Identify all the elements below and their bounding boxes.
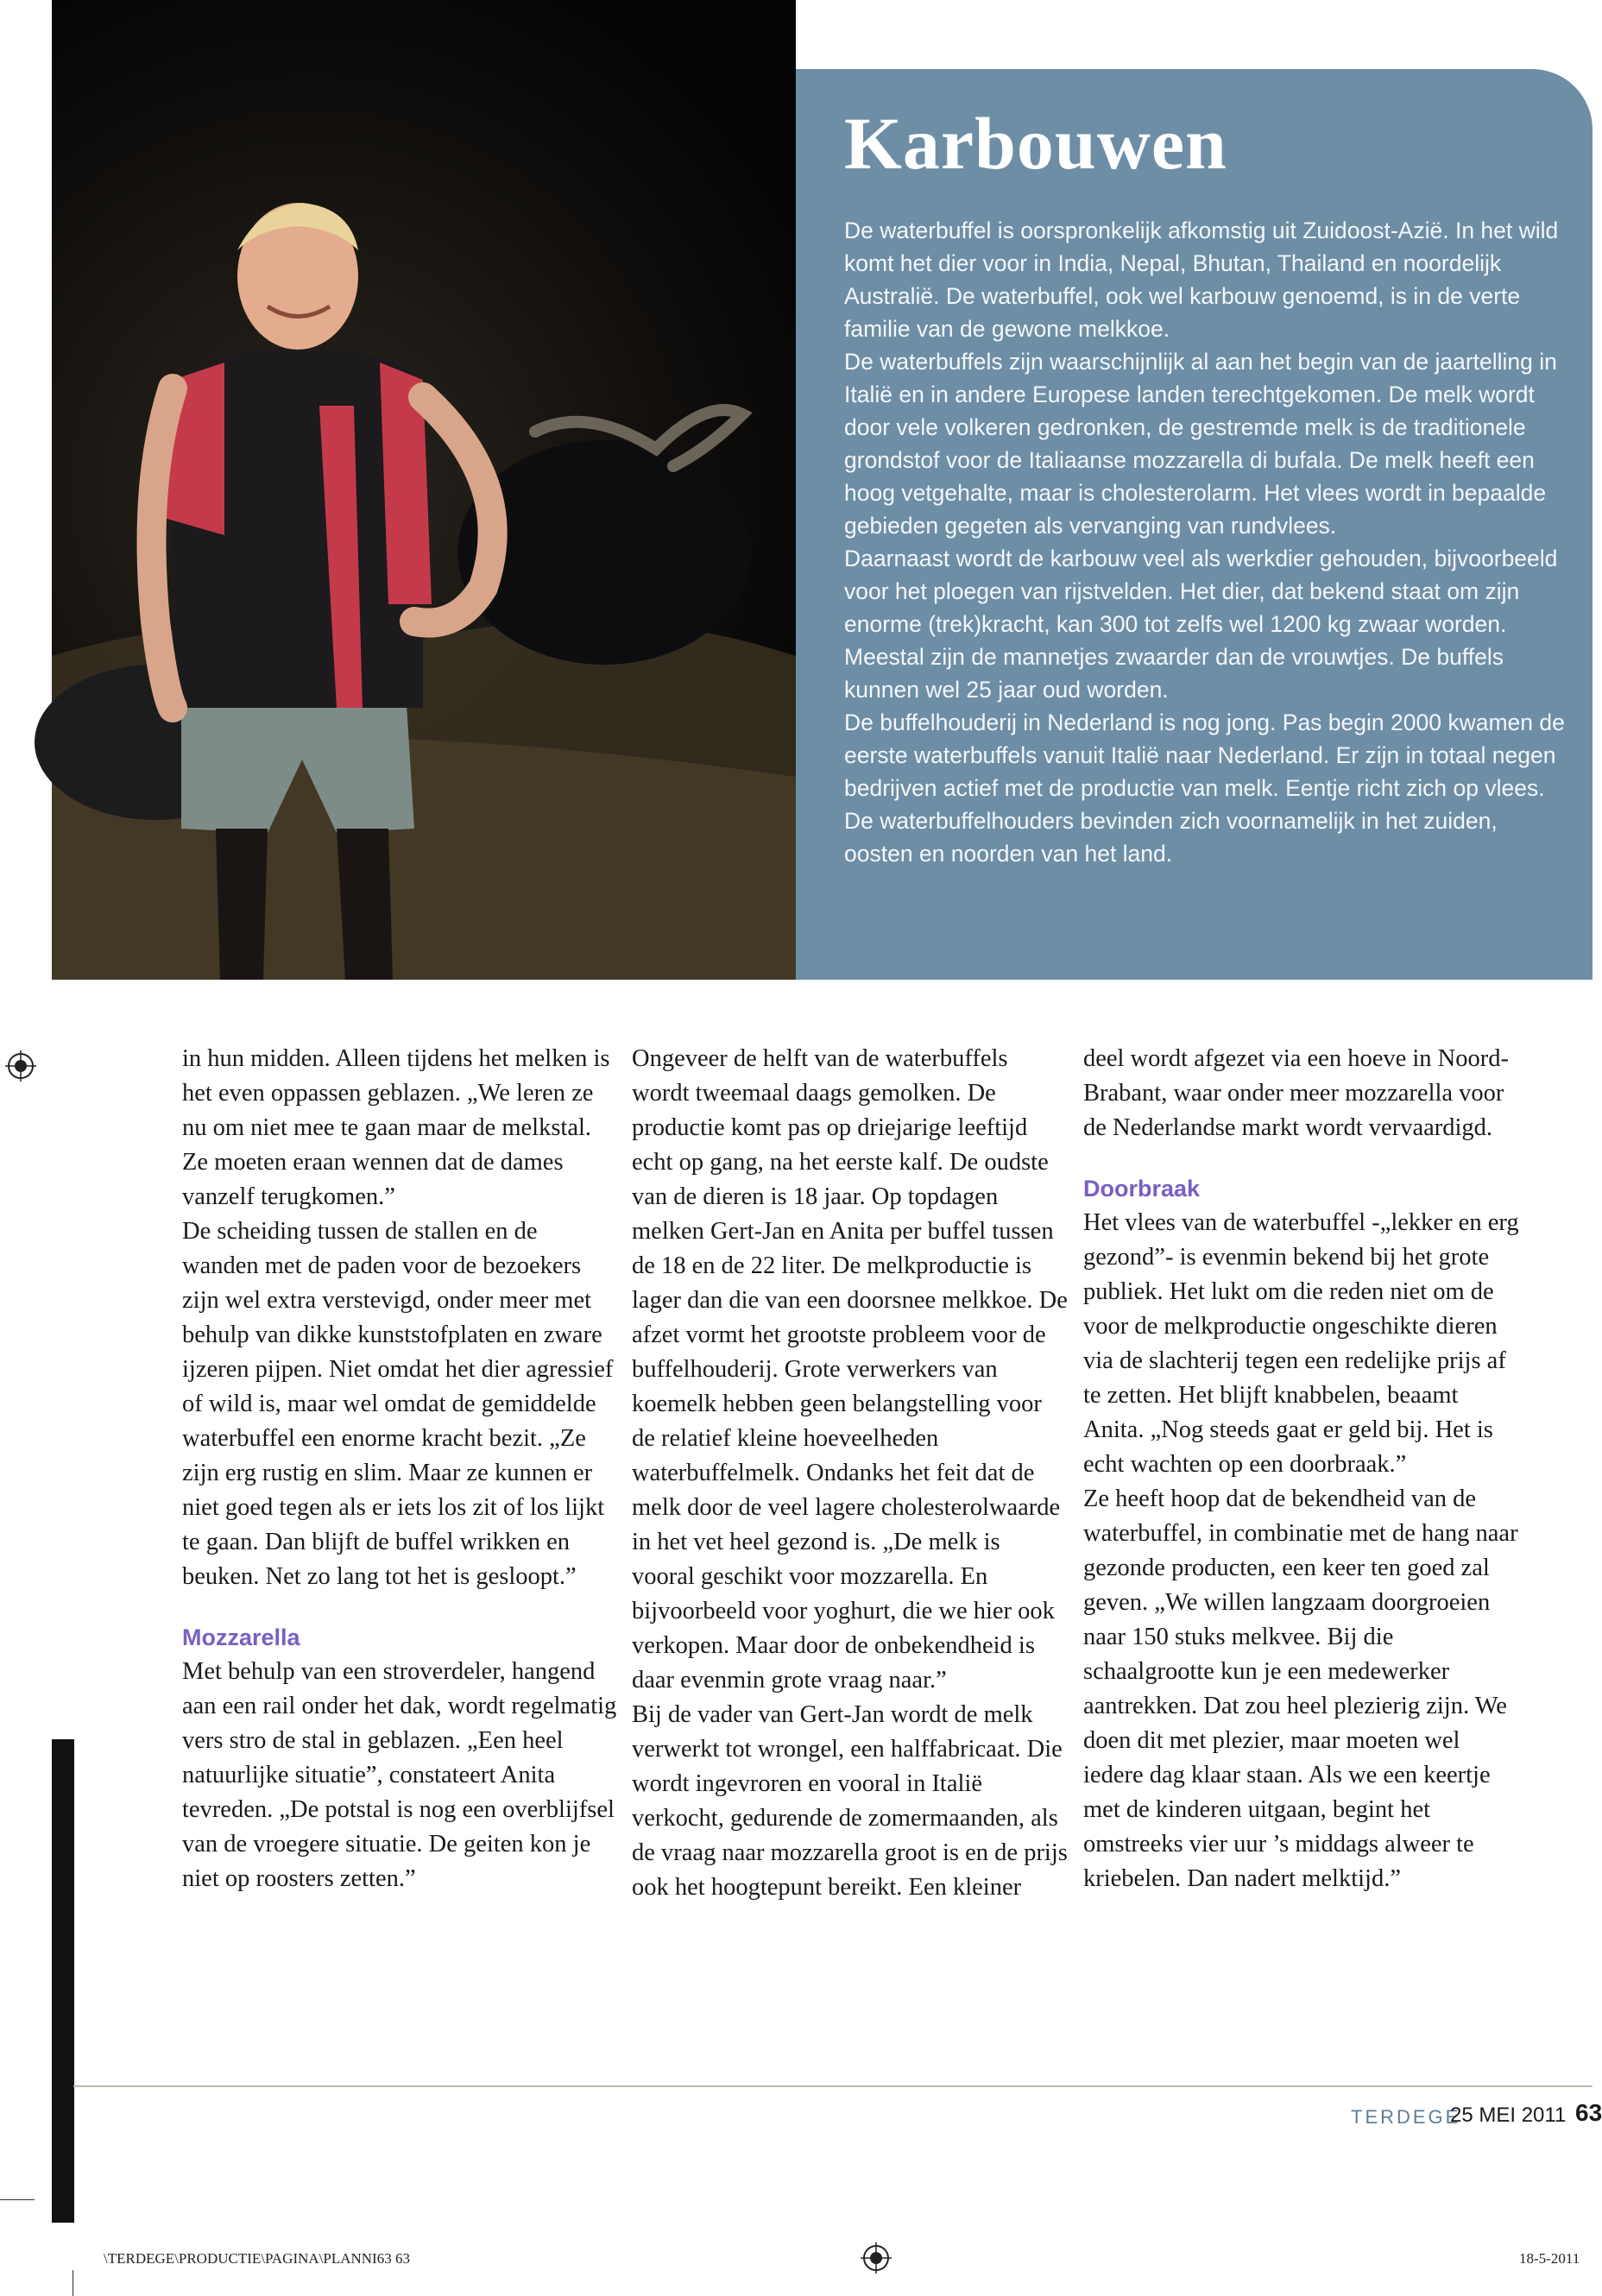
magazine-name: TERDEGE: [1351, 2106, 1461, 2128]
subheading-mozzarella: Mozzarella: [182, 1624, 300, 1650]
print-slug-date: 18-5-2011: [1519, 2250, 1580, 2267]
farmer-photo: [52, 0, 796, 980]
body-paragraph: deel wordt afgezet via een hoeve in Noord-Brabant, waar onder meer mozzarella voor de Nederlandse markt wordt vervaardigd.: [1083, 1045, 1509, 1141]
registration-mark-icon: [5, 1050, 36, 1082]
body-paragraph: Ze heeft hoop dat de bekendheid van de waterbuffel, in combinatie met de hang naar gezonde producten, een keer ten goed zal geven. „We willen langzaam doorgroeien naar 150 stuks melkvee. Bij die schaalgrootte kun je een medewerker aantrekken. Dat zou heel plezierig zijn. We doen dit met plezier, maar moeten wel iedere dag klaar staan. Als we een keertje met de kinderen uitgaan, begint het omstreeks vier uur ’s middags alweer te kriebelen. Dan nadert melktijd.”: [1083, 1485, 1518, 1892]
body-paragraph: in hun midden. Alleen tijdens het melken is het even oppassen geblazen. „We leren ze nu om niet mee te gaan maar de melkstal. Ze moeten eraan wennen dat de dames vanzelf terugkomen.”: [182, 1045, 610, 1210]
print-slug-path: \TERDEGE\PRODUCTIE\PAGINA\PLANNI63 63: [104, 2250, 410, 2267]
body-paragraph: Met behulp van een stroverdeler, hangend aan een rail onder het dak, wordt regelmatig vers stro de stal in geblazen. „Een heel natuurlijke situatie”, constateert Anita tevreden. „De potstal is nog een overblijfsel van de vroegere situatie. De geiten kon je niet op roosters zetten.”: [182, 1658, 617, 1892]
article-column-1: [182, 1042, 618, 1896]
footer-rule: [73, 2085, 1593, 2087]
margin-bar: [52, 1739, 74, 2223]
farmer-illustration: [52, 0, 796, 980]
crop-mark: [0, 2199, 35, 2200]
info-paragraph: De waterbuffel is oorspronkelijk afkomstig uit Zuidoost-Azië. In het wild komt het dier voor in India, Nepal, Bhutan, Thailand en noordelijk Australië. De waterbuffel, ook wel karbouw genoemd, is in de verte familie van de gewone melkkoe.: [844, 218, 1559, 342]
subheading-doorbraak: Doorbraak: [1083, 1176, 1201, 1202]
info-paragraph: De waterbuffels zijn waarschijnlijk al aan het begin van de jaartelling in Italië en in andere Europese landen terechtgekomen. De melk wordt door vele volkeren gedronken, de gestremde melk is de traditionele grondstof voor de Italiaanse mozzarella di bufala. De melk heeft een hoog vetgehalte, maar is cholesterolarm. Het vlees wordt in bepaalde gebieden gegeten als vervanging van rundvlees.: [844, 349, 1557, 539]
issue-date: 25 MEI 2011: [1450, 2104, 1567, 2127]
registration-mark-icon: [861, 2242, 892, 2274]
info-box-text: [844, 214, 1569, 870]
info-box: [796, 69, 1593, 980]
info-paragraph: Daarnaast wordt de karbouw veel als werkdier gehouden, bijvoorbeeld voor het ploegen van rijstvelden. Het dier, dat bekend staat om zijn enorme (trek)kracht, kan 300 tot zelfs wel 1200 kg zwaar worden. Meestal zijn de mannetjes zwaarder dan de vrouwtjes. De buffels kunnen wel 25 jaar oud worden.: [844, 546, 1558, 703]
body-paragraph: Bij de vader van Gert-Jan wordt de melk verwerkt tot wrongel, een halffabricaat. Die wordt ingevroren en vooral in Italië verkocht, gedurende de zomermaanden, als de vraag naar mozzarella groot is en de prijs ook het hoogtepunt bereikt. Een kleiner: [632, 1701, 1068, 1901]
article-column-3: [1083, 1042, 1519, 1896]
body-paragraph: De scheiding tussen de stallen en de wanden met de paden voor de bezoekers zijn wel extra verstevigd, onder meer met behulp van dikke kunststofplaten en zware ijzeren pijpen. Niet omdat het dier agressief of wild is, maar wel omdat de gemiddelde waterbuffel een enorme kracht bezit. „Ze zijn erg rustig en slim. Maar ze kunnen er niet goed tegen als er iets los zit of los lijkt te gaan. Dan blijft de buffel wrikken en beuken. Net zo lang tot het is gesloopt.”: [182, 1218, 614, 1590]
page-number: 63: [1575, 2099, 1602, 2126]
info-paragraph: De buffelhouderij in Nederland is nog jong. Pas begin 2000 kwamen de eerste waterbuffels vanuit Italië naar Nederland. Er zijn in totaal negen bedrijven actief met de productie van melk. Eentje richt zich op vlees. De waterbuffelhouders bevinden zich voornamelijk in het zuiden, oosten en noorden van het land.: [844, 710, 1565, 867]
body-paragraph: Ongeveer de helft van de waterbuffels wordt tweemaal daags gemolken. De productie komt pas op driejarige leeftijd echt op gang, na het eerste kalf. De oudste van de dieren is 18 jaar. Op topdagen melken Gert-Jan en Anita per buffel tussen de 18 en de 22 liter. De melkproductie is lager dan die van een doorsnee melkkoe. De afzet vormt het grootste probleem voor de buffelhouderij. Grote verwerkers van koemelk hebben geen belangstelling voor de relatief kleine hoeveelheden waterbuffelmelk. Ondanks het feit dat de melk door de veel lagere cholesterolwaarde in het vet heel gezond is. „De melk is vooral geschikt voor mozzarella. En bijvoorbeeld voor yoghurt, die we hier ook verkopen. Maar door de onbekendheid is daar evenmin grote vraag naar.”: [632, 1045, 1068, 1694]
body-paragraph: Het vlees van de waterbuffel -„lekker en erg gezond”- is evenmin bekend bij het grote publiek. Het lukt om die reden niet om de voor de melkproductie ongeschikte dieren via de slachterij tegen een redelijke prijs af te zetten. Het blijft knabbelen, beaamt Anita. „Nog steeds gaat er geld bij. Het is echt wachten op een doorbraak.”: [1083, 1209, 1519, 1478]
article-column-2: [632, 1042, 1068, 1905]
info-box-title: Karbouwen: [844, 102, 1227, 185]
